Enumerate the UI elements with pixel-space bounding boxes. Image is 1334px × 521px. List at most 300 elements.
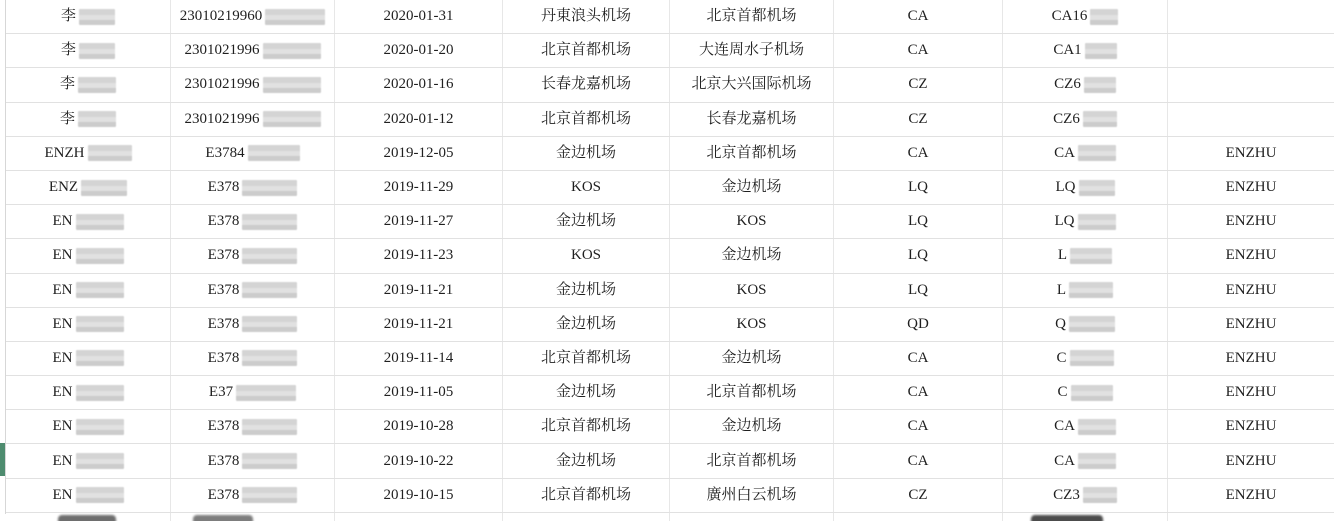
table-cell[interactable]: [1003, 34, 1168, 67]
cell-text: CA: [907, 452, 929, 469]
table-cell[interactable]: [503, 376, 670, 409]
redaction-blur: [1079, 180, 1115, 196]
cell-text: CA16: [1051, 8, 1088, 25]
table-cell[interactable]: [1168, 274, 1334, 307]
cell-text: ENZHU: [1225, 486, 1277, 503]
cell-text: LQ: [1055, 179, 1076, 196]
table-cell[interactable]: [834, 103, 1003, 136]
table-cell[interactable]: [670, 274, 834, 307]
redaction-blur: [78, 77, 116, 93]
cell-text: 长春龙嘉机场: [540, 76, 631, 93]
table-row[interactable]: [6, 68, 1334, 102]
table-cell[interactable]: [503, 205, 670, 238]
table-row[interactable]: [6, 479, 1334, 513]
table-cell[interactable]: [335, 103, 503, 136]
table-cell[interactable]: [171, 68, 335, 101]
table-cell[interactable]: [6, 34, 171, 67]
table-cell[interactable]: [171, 239, 335, 272]
table-cell[interactable]: [171, 34, 335, 67]
table-cell[interactable]: [834, 513, 1003, 521]
table-cell[interactable]: [1003, 0, 1168, 33]
table-cell[interactable]: [335, 376, 503, 409]
redaction-blur: [263, 111, 321, 127]
table-cell[interactable]: [171, 171, 335, 204]
redaction-blur: [76, 214, 124, 230]
table-cell[interactable]: [503, 34, 670, 67]
cell-text: L: [1057, 247, 1068, 264]
table-cell[interactable]: [6, 308, 171, 341]
table-cell[interactable]: [171, 444, 335, 477]
table-cell[interactable]: [1168, 239, 1334, 272]
table-cell[interactable]: [1003, 444, 1168, 477]
table-cell[interactable]: [1003, 513, 1168, 521]
table-cell[interactable]: [1168, 0, 1334, 33]
table-cell[interactable]: [1168, 308, 1334, 341]
cell-text: KOS: [570, 179, 601, 196]
table-row[interactable]: [6, 444, 1334, 478]
table-cell[interactable]: [171, 137, 335, 170]
table-cell[interactable]: [1003, 137, 1168, 170]
table-cell[interactable]: [670, 0, 834, 33]
cell-text: EN: [52, 315, 73, 332]
table-cell[interactable]: [503, 171, 670, 204]
table-cell[interactable]: [834, 479, 1003, 512]
redaction-blur: [242, 316, 297, 332]
cell-text: 2019-10-22: [383, 452, 454, 469]
cell-text: E378: [207, 418, 240, 435]
table-cell[interactable]: [1168, 171, 1334, 204]
cell-text: CZ: [908, 110, 928, 127]
redaction-blur: [1078, 214, 1116, 230]
table-cell[interactable]: [834, 274, 1003, 307]
cell-text: EN: [52, 349, 73, 366]
cell-text: ENZHU: [1225, 384, 1277, 401]
table-cell[interactable]: [6, 0, 171, 33]
table-row[interactable]: [6, 239, 1334, 273]
redaction-blur: [263, 77, 321, 93]
table-cell[interactable]: [503, 513, 670, 521]
table-cell[interactable]: [1003, 205, 1168, 238]
cell-text: C: [1057, 384, 1068, 401]
cell-text: E37: [208, 384, 234, 401]
cell-text: Q: [1055, 315, 1066, 332]
cell-text: 2301021996: [184, 42, 260, 59]
table-row[interactable]: [6, 274, 1334, 308]
table-cell[interactable]: [503, 342, 670, 375]
cell-text: ENZHU: [1225, 452, 1277, 469]
cell-text: EN: [52, 384, 73, 401]
table-cell[interactable]: [670, 513, 834, 521]
redaction-blur: [242, 419, 297, 435]
redaction-blur: [58, 515, 116, 521]
cell-text: 丹東浪头机场: [540, 8, 631, 25]
table-row[interactable]: [6, 376, 1334, 410]
cell-text: 2019-11-05: [383, 384, 454, 401]
table-cell[interactable]: [6, 68, 171, 101]
table-cell[interactable]: [1003, 171, 1168, 204]
table-cell[interactable]: [6, 376, 171, 409]
cell-text: KOS: [736, 315, 767, 332]
table-cell[interactable]: [670, 68, 834, 101]
cell-text: 2019-11-29: [383, 179, 454, 196]
table-row-partial[interactable]: [6, 513, 1334, 521]
cell-text: 金边机场: [721, 247, 782, 264]
table-cell[interactable]: [171, 0, 335, 33]
table-cell[interactable]: [1168, 205, 1334, 238]
cell-text: 2019-11-21: [383, 281, 454, 298]
cell-text: EN: [52, 452, 73, 469]
table-cell[interactable]: [834, 0, 1003, 33]
cell-text: 2019-10-15: [383, 486, 454, 503]
cell-text: ENZHU: [1225, 144, 1277, 161]
cell-text: LQ: [908, 213, 928, 230]
table-cell[interactable]: [834, 342, 1003, 375]
cell-text: EN: [52, 281, 73, 298]
table-cell[interactable]: [503, 103, 670, 136]
table-cell[interactable]: [1003, 103, 1168, 136]
redaction-blur: [242, 214, 297, 230]
table-cell[interactable]: [335, 0, 503, 33]
redaction-blur: [265, 9, 325, 25]
table-cell[interactable]: [1168, 137, 1334, 170]
table-cell[interactable]: [503, 274, 670, 307]
table-row[interactable]: [6, 34, 1334, 68]
cell-text: 2019-11-21: [383, 315, 454, 332]
redaction-blur: [76, 350, 124, 366]
table-cell[interactable]: [834, 137, 1003, 170]
cell-text: CA: [1054, 144, 1075, 161]
cell-text: ENZH: [44, 144, 85, 161]
cell-text: E378: [207, 281, 240, 298]
table-cell[interactable]: [670, 239, 834, 272]
table-cell[interactable]: [670, 479, 834, 512]
table-cell[interactable]: [335, 308, 503, 341]
redaction-blur: [79, 9, 115, 25]
cell-text: CZ6: [1054, 76, 1081, 93]
redaction-blur: [1070, 350, 1114, 366]
table-cell[interactable]: [6, 137, 171, 170]
table-cell[interactable]: [503, 308, 670, 341]
table-cell[interactable]: [503, 410, 670, 443]
table-cell[interactable]: [1003, 274, 1168, 307]
table-cell[interactable]: [1003, 342, 1168, 375]
cell-text: 2019-11-23: [383, 247, 454, 264]
table-cell[interactable]: [503, 68, 670, 101]
cell-text: EN: [52, 247, 73, 264]
redaction-blur: [1078, 453, 1116, 469]
cell-text: 北京首都机场: [706, 384, 797, 401]
cell-text: 2020-01-12: [383, 110, 454, 127]
cell-text: CZ6: [1053, 110, 1080, 127]
redaction-blur: [76, 248, 124, 264]
cell-text: ENZHU: [1225, 179, 1277, 196]
table-cell[interactable]: [335, 68, 503, 101]
table-cell[interactable]: [335, 34, 503, 67]
cell-text: 2019-12-05: [383, 144, 454, 161]
table-cell[interactable]: [1168, 479, 1334, 512]
cell-text: 金边机场: [721, 179, 782, 196]
cell-text: KOS: [570, 247, 601, 264]
redaction-blur: [1078, 419, 1116, 435]
table-cell[interactable]: [171, 342, 335, 375]
cell-text: E378: [207, 247, 240, 264]
cell-text: 2301021996: [184, 110, 260, 127]
table-row[interactable]: [6, 308, 1334, 342]
table-cell[interactable]: [335, 444, 503, 477]
table-cell[interactable]: [834, 410, 1003, 443]
redaction-blur: [76, 419, 124, 435]
cell-text: 金边机场: [555, 384, 616, 401]
table-row[interactable]: [6, 171, 1334, 205]
cell-text: 北京首都机场: [540, 110, 631, 127]
cell-text: E378: [207, 315, 240, 332]
redaction-blur: [1031, 515, 1103, 521]
redaction-blur: [242, 180, 297, 196]
cell-text: 长春龙嘉机场: [706, 110, 797, 127]
table-cell[interactable]: [335, 205, 503, 238]
cell-text: 北京首都机场: [540, 42, 631, 59]
cell-text: 北京首都机场: [540, 349, 631, 366]
cell-text: CA: [907, 42, 929, 59]
table-cell[interactable]: [670, 410, 834, 443]
table-cell[interactable]: [6, 513, 171, 521]
table-cell[interactable]: [670, 171, 834, 204]
table-cell[interactable]: [834, 205, 1003, 238]
redaction-blur: [88, 145, 132, 161]
table-cell[interactable]: [834, 34, 1003, 67]
cell-text: CA: [907, 144, 929, 161]
cell-text: 北京大兴国际机场: [691, 76, 812, 93]
cell-text: 大连周水子机场: [698, 42, 804, 59]
table-cell[interactable]: [1003, 479, 1168, 512]
table-cell[interactable]: [1168, 342, 1334, 375]
redaction-blur: [1083, 111, 1117, 127]
redaction-blur: [1083, 487, 1117, 503]
table-cell[interactable]: [335, 239, 503, 272]
table-cell[interactable]: [1168, 410, 1334, 443]
cell-text: 2020-01-16: [383, 76, 454, 93]
table-row[interactable]: [6, 410, 1334, 444]
table-row[interactable]: [6, 0, 1334, 34]
redaction-blur: [1069, 316, 1115, 332]
cell-text: 金边机场: [555, 315, 616, 332]
redaction-blur: [193, 515, 253, 521]
cell-text: 李: [60, 8, 76, 25]
table-cell[interactable]: [834, 239, 1003, 272]
cell-text: E378: [207, 179, 240, 196]
table-cell[interactable]: [670, 444, 834, 477]
cell-text: E378: [207, 486, 240, 503]
cell-text: ENZ: [48, 179, 79, 196]
cell-text: CZ: [908, 76, 928, 93]
cell-text: C: [1056, 349, 1067, 366]
cell-text: 李: [59, 110, 75, 127]
cell-text: 2019-10-28: [383, 418, 454, 435]
cell-text: 金边机场: [721, 349, 782, 366]
cell-text: 2301021996: [184, 76, 260, 93]
cell-text: 北京首都机场: [706, 8, 797, 25]
table-cell[interactable]: [1003, 68, 1168, 101]
table-cell[interactable]: [1003, 410, 1168, 443]
table-cell[interactable]: [6, 239, 171, 272]
table-cell[interactable]: [1168, 444, 1334, 477]
table-cell[interactable]: [171, 103, 335, 136]
table-cell[interactable]: [6, 274, 171, 307]
cell-text: LQ: [908, 179, 928, 196]
redaction-blur: [242, 350, 297, 366]
cell-text: KOS: [736, 281, 767, 298]
cell-text: E378: [207, 349, 240, 366]
table-row[interactable]: [6, 103, 1334, 137]
redaction-blur: [1071, 385, 1113, 401]
table-cell[interactable]: [503, 239, 670, 272]
redaction-blur: [76, 316, 124, 332]
table-cell[interactable]: [335, 479, 503, 512]
cell-text: ENZHU: [1225, 281, 1277, 298]
table-cell[interactable]: [670, 205, 834, 238]
cell-text: 金边机场: [555, 452, 616, 469]
table-cell[interactable]: [670, 308, 834, 341]
cell-text: 金边机场: [555, 281, 616, 298]
table-cell[interactable]: [171, 274, 335, 307]
table-cell[interactable]: [1003, 239, 1168, 272]
table-cell[interactable]: [503, 479, 670, 512]
table-cell[interactable]: [171, 410, 335, 443]
table-cell[interactable]: [1168, 513, 1334, 521]
redaction-blur: [263, 43, 321, 59]
table-cell[interactable]: [171, 308, 335, 341]
table-cell[interactable]: [834, 308, 1003, 341]
table-cell[interactable]: [1003, 376, 1168, 409]
cell-text: E3784: [205, 144, 245, 161]
redaction-blur: [242, 487, 297, 503]
table-cell[interactable]: [1168, 34, 1334, 67]
cell-text: 北京首都机场: [540, 418, 631, 435]
cell-text: CA: [907, 384, 929, 401]
table-row[interactable]: [6, 137, 1334, 171]
table-cell[interactable]: [1168, 68, 1334, 101]
table-cell[interactable]: [503, 0, 670, 33]
cell-text: CA1: [1053, 42, 1082, 59]
redaction-blur: [242, 453, 297, 469]
table-cell[interactable]: [670, 342, 834, 375]
redaction-blur: [79, 43, 115, 59]
table-cell[interactable]: [6, 444, 171, 477]
table-cell[interactable]: [503, 137, 670, 170]
table-cell[interactable]: [6, 479, 171, 512]
redaction-blur: [248, 145, 300, 161]
table-cell[interactable]: [335, 137, 503, 170]
redaction-blur: [1085, 43, 1117, 59]
table-row[interactable]: [6, 205, 1334, 239]
cell-text: CA: [1054, 418, 1075, 435]
redaction-blur: [76, 385, 124, 401]
cell-text: 北京首都机场: [706, 452, 797, 469]
table-cell[interactable]: [171, 479, 335, 512]
table-cell[interactable]: [670, 137, 834, 170]
cell-text: EN: [52, 418, 73, 435]
table-cell[interactable]: [834, 444, 1003, 477]
table-cell[interactable]: [834, 376, 1003, 409]
cell-text: QD: [907, 315, 929, 332]
redaction-blur: [242, 248, 297, 264]
table-body: [6, 0, 1334, 521]
redaction-blur: [1069, 282, 1113, 298]
cell-text: 李: [60, 42, 76, 59]
table-cell[interactable]: [6, 410, 171, 443]
redaction-blur: [1070, 248, 1112, 264]
cell-text: LQ: [908, 281, 928, 298]
table-cell[interactable]: [1168, 376, 1334, 409]
table-cell[interactable]: [670, 376, 834, 409]
table-cell[interactable]: [6, 205, 171, 238]
table-cell[interactable]: [335, 171, 503, 204]
cell-text: CZ3: [1053, 486, 1080, 503]
cell-text: 金边机场: [721, 418, 782, 435]
cell-text: ENZHU: [1225, 213, 1277, 230]
cell-text: E378: [207, 452, 240, 469]
cell-text: CA: [907, 8, 929, 25]
cell-text: 2019-11-27: [383, 213, 454, 230]
cell-text: 23010219960: [179, 8, 263, 25]
table-cell[interactable]: [1168, 103, 1334, 136]
cell-text: 2019-11-14: [383, 349, 454, 366]
cell-text: ENZHU: [1225, 247, 1277, 264]
cell-text: L: [1056, 281, 1067, 298]
table-cell[interactable]: [335, 513, 503, 521]
cell-text: E378: [207, 213, 240, 230]
cell-text: CA: [907, 349, 929, 366]
redaction-blur: [76, 282, 124, 298]
cell-text: EN: [52, 213, 73, 230]
table-cell[interactable]: [1003, 308, 1168, 341]
redaction-blur: [242, 282, 297, 298]
table-cell[interactable]: [834, 68, 1003, 101]
table-cell[interactable]: [6, 342, 171, 375]
redaction-blur: [81, 180, 127, 196]
table-cell[interactable]: [335, 410, 503, 443]
table-cell[interactable]: [171, 513, 335, 521]
table-cell[interactable]: [171, 205, 335, 238]
cell-text: 北京首都机场: [706, 144, 797, 161]
cell-text: 2020-01-20: [383, 42, 454, 59]
cell-text: ENZHU: [1225, 349, 1277, 366]
cell-text: EN: [52, 486, 73, 503]
table-cell[interactable]: [335, 274, 503, 307]
table-cell[interactable]: [335, 342, 503, 375]
table-cell[interactable]: [670, 34, 834, 67]
cell-text: 金边机场: [555, 144, 616, 161]
redaction-blur: [78, 111, 116, 127]
cell-text: 2020-01-31: [383, 8, 454, 25]
table-cell[interactable]: [834, 171, 1003, 204]
redaction-blur: [1078, 145, 1116, 161]
redaction-blur: [236, 385, 296, 401]
table-cell[interactable]: [171, 376, 335, 409]
cell-text: 金边机场: [555, 213, 616, 230]
cell-text: CZ: [908, 486, 928, 503]
cell-text: CA: [1054, 452, 1075, 469]
table-cell[interactable]: [503, 444, 670, 477]
table-cell[interactable]: [6, 171, 171, 204]
table-cell[interactable]: [6, 103, 171, 136]
cell-text: 廣州白云机场: [706, 486, 797, 503]
cell-text: CA: [907, 418, 929, 435]
redaction-blur: [1084, 77, 1116, 93]
table-row[interactable]: [6, 342, 1334, 376]
table-cell[interactable]: [670, 103, 834, 136]
cell-text: LQ: [1054, 213, 1075, 230]
